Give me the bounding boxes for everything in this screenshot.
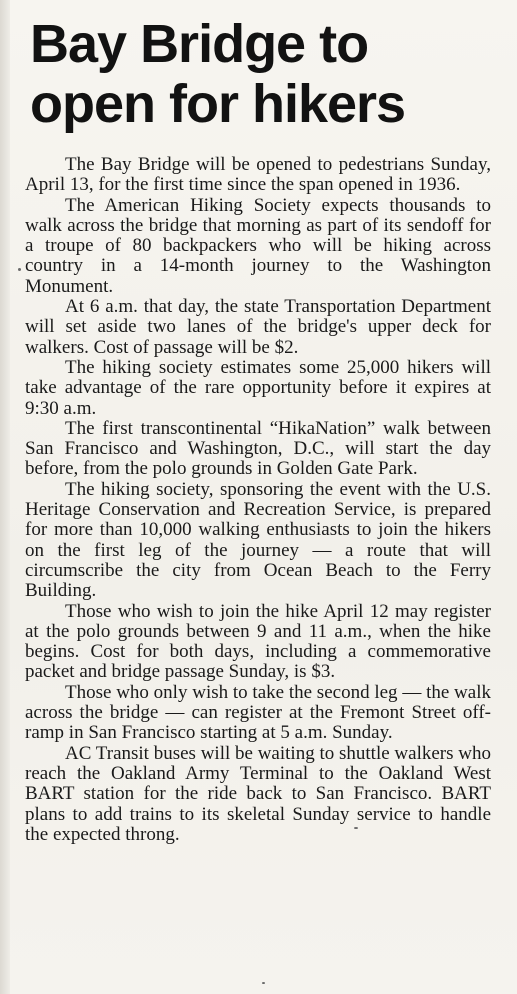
- paragraph-9: AC Transit buses will be waiting to shuttle walkers who reach the Oakland Army Terminal to the Oakland West BART station for the ride back to San Francisco. BART plans to add trains to its skeletal Sunday service to handle the expected throng.: [25, 742, 491, 845]
- paragraph-3: At 6 a.m. that day, the state Transportation Department will set aside two lanes of the bridge's upper deck for walkers. Cost of passage will be $2.: [25, 296, 491, 358]
- paper-edge: [0, 0, 10, 994]
- paragraph-2: The American Hiking Society expects thousands to walk across the bridge that morning as part of its sendoff for a troupe of 80 backpackers who will be hiking across country in a 14-month journey to the Washington Monument.: [25, 194, 491, 297]
- headline-line-1: Bay Bridge to: [30, 14, 369, 74]
- paragraph-4: The hiking society estimates some 25,000 hikers will take advantage of the rare opportunity before it expires at 9:30 a.m.: [25, 356, 491, 419]
- ink-speck: [262, 982, 265, 984]
- article-body: [25, 155, 491, 845]
- ink-speck: [18, 268, 21, 271]
- headline: [30, 14, 500, 134]
- paragraph-7: Those who wish to join the hike April 12 may register at the polo grounds between 9 and 11 a.m., when the hike begins. Cost for both days, including a commemorative packet and bridge passage Sunday, is $3.: [25, 600, 491, 683]
- paragraph-1: The Bay Bridge will be opened to pedestrians Sunday, April 13, for the first time since the span opened in 1936.: [25, 154, 491, 196]
- paragraph-8: Those who only wish to take the second leg — the walk across the bridge — can register at the Fremont Street off-ramp in San Francisco starting at 5 a.m. Sunday.: [25, 681, 491, 744]
- paragraph-5: The first transcontinental “HikaNation” walk between San Francisco and Washington, D.C., will start the day before, from the polo grounds in Golden Gate Park.: [25, 417, 491, 480]
- ink-speck: [354, 827, 358, 829]
- headline-line-2: open for hikers: [30, 74, 406, 134]
- paragraph-6: The hiking society, sponsoring the event with the U.S. Heritage Conservation and Recreation Service, is prepared for more than 10,000 walking enthusiasts to join the hikers on the first leg of the journey — a route that will circumscribe the city from Ocean Beach to the Ferry Building.: [25, 478, 491, 602]
